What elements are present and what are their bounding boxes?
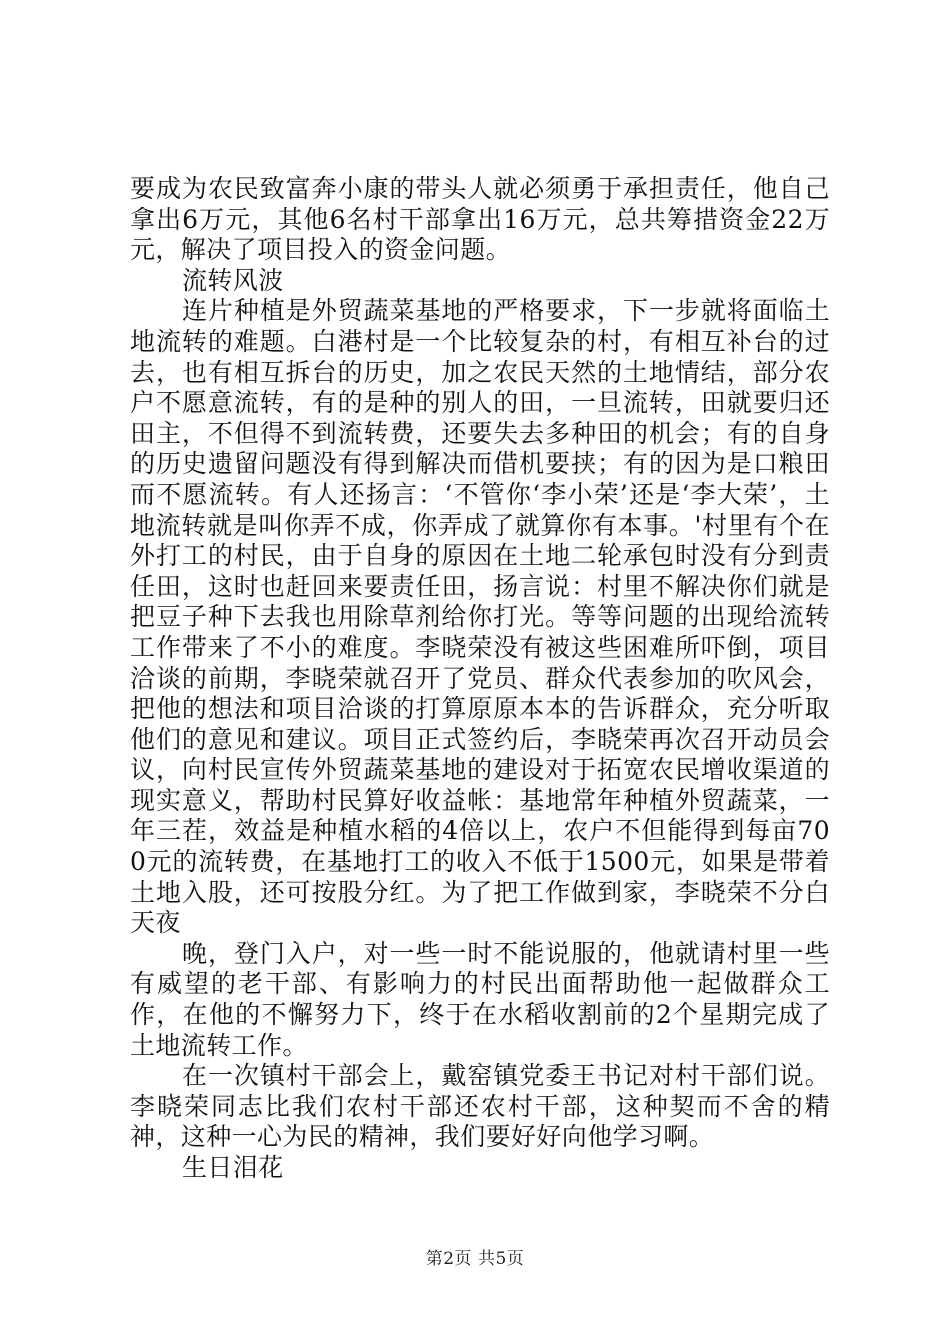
section-heading-birthday: 生日泪花 xyxy=(182,1153,284,1182)
paragraph-land-transfer: 连片种植是外贸蔬菜基地的严格要求，下一步就将面临土地流转的难题。白港村是一个比较复杂的村，有相互补台的过去，也有相互拆台的历史，加之农民天然的土地情结，部分农户不愿意流转，有的是种的别人的田，一旦流转，田就要归还田主，不但得不到流转费，还要失去多种田的机会；有的自身的历史遗留问题没有得到解决而借机要挟；有的因为是口粮田而不愿流转。有人还扬言：‘不管你‘李小荣’还是‘李大荣’，土地流转就是叫你弄不成，你弄成了就算你有本事。'村里有个在外打工的村民，由于自身的原因在土地二轮承包时没有分到责任田，这时也赶回来要责任田，扬言说：村里不解决你们就是把豆子种下去我也用除草剂给你打光。等等问题的出现给流转工作带来了不小的难度。李晓荣没有被这些困难所吓倒，项目洽谈的前期，李晓荣就召开了党员、群众代表参加的吹风会，把他的想法和项目洽谈的打算原原本本的告诉群众，充分听取他们的意见和建议。项目正式签约后，李晓荣再次召开动员会议，向村民宣传外贸蔬菜基地的建设对于拓宽农民增收渠道的现实意义，帮助村民算好收益帐：基地常年种植外贸蔬菜，一年三茬，效益是种植水稻的4倍以上，农户不但能得到每亩700元的流转费，在基地打工的收入不低于1500元，如果是带着土地入股，还可按股分红。为了把工作做到家，李晓荣不分白天夜 xyxy=(130,296,830,938)
paragraph-funding: 要成为农民致富奔小康的带头人就必须勇于承担责任，他自己拿出6万元，其他6名村干部拿出16万元，总共筹措资金22万元，解决了项目投入的资金问题。 xyxy=(130,174,830,265)
paragraph-meeting: 在一次镇村干部会上，戴窑镇党委王书记对村干部们说。李晓荣同志比我们农村干部还农村干部，这种契而不舍的精神，这种一心为民的精神，我们要好好向他学习啊。 xyxy=(130,1061,830,1152)
document-body xyxy=(130,174,830,1184)
page-number: 第2页 共5页 xyxy=(425,1249,525,1269)
section-heading-transfer: 流转风波 xyxy=(182,265,284,295)
page-footer xyxy=(0,1244,950,1269)
paragraph-door-to-door: 晚，登门入户，对一些一时不能说服的，他就请村里一些有威望的老干部、有影响力的村民出面帮助他一起做群众工作，在他的不懈努力下，终于在水稻收割前的2个星期完成了土地流转工作。 xyxy=(130,938,830,1060)
